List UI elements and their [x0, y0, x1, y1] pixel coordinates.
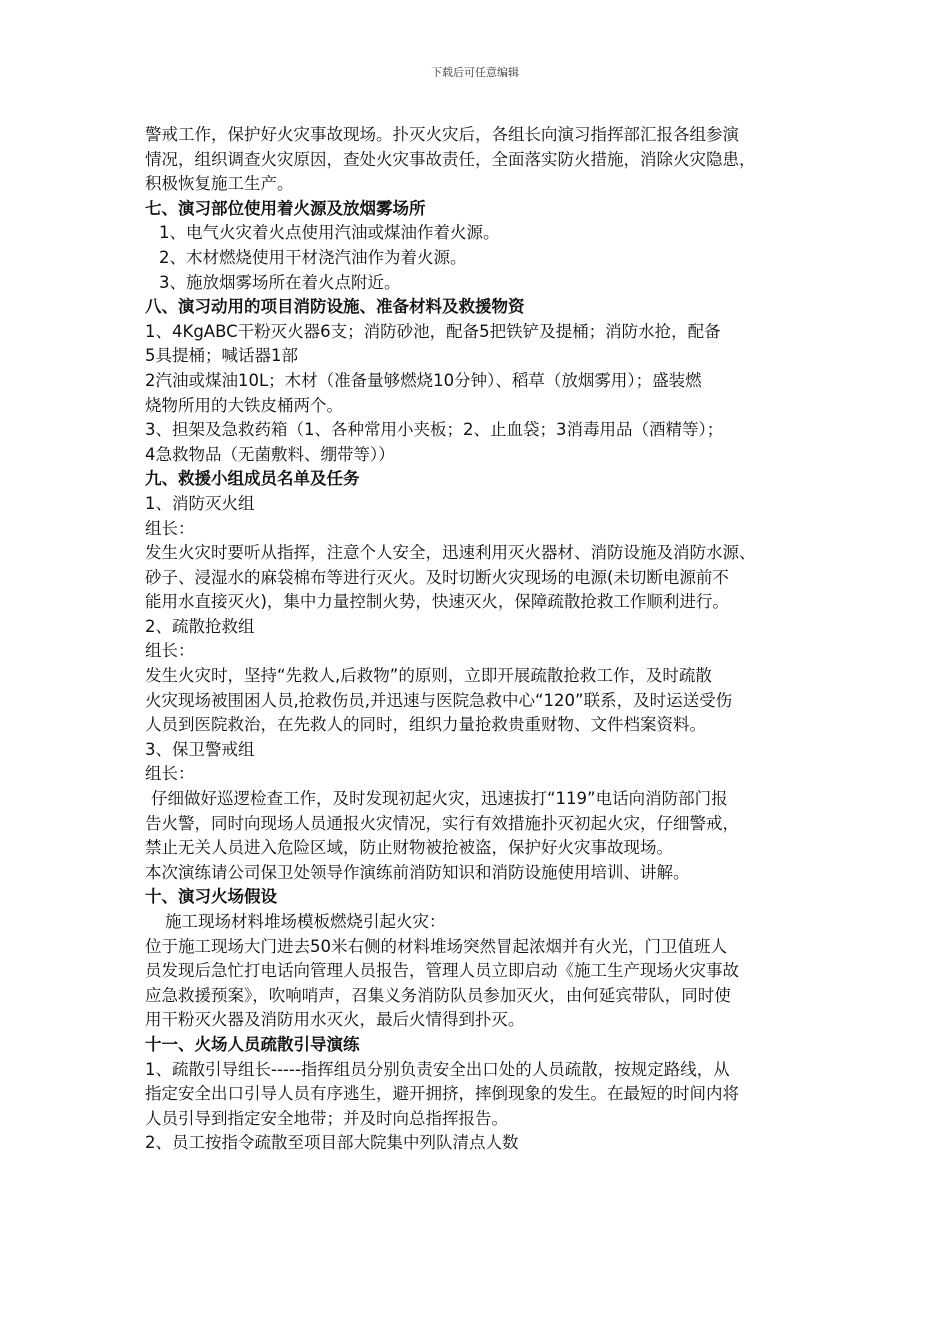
text-line: 应急救援预案》，吹响哨声，召集义务消防队员参加灭火，由何延宾带队，同时使	[145, 985, 731, 1005]
text-line: 火灾现场被围困人员,抢救伤员,并迅速与医院急救中心“120”联系，及时运送受伤	[145, 690, 733, 710]
text-line: 5具提桶；喊话器1部	[145, 346, 298, 366]
text-line: 2汽油或煤油10L；木材（准备量够燃烧10分钟）、稻草（放烟雾用）；盛装燃	[145, 370, 702, 390]
text-line: 情况，组织调查火灾原因，查处火灾事故责任，全面落实防火措施，消除火灾隐患，	[145, 149, 756, 169]
text-line: 警戒工作，保护好火灾事故现场。扑灭火灾后，各组长向演习指挥部汇报各组参演	[145, 125, 739, 144]
text-line: 1、疏散引导组长-----指挥组员分别负责安全出口处的人员疏散，按规定路线，从	[145, 1059, 730, 1079]
text-line: 1、4KgABC干粉灭火器6支；消防砂池，配备5把铁铲及提桶；消防水抢，配备	[145, 321, 721, 341]
text-line: 2、木材燃烧使用干材浇汽油作为着火源。	[159, 247, 467, 267]
text-line: 施工现场材料堆场模板燃烧引起火灾：	[165, 912, 446, 931]
text-line: 4急救物品（无菌敷料、绷带等））	[145, 444, 395, 464]
text-line: 组长：	[145, 518, 195, 538]
text-line: 积极恢复施工生产。	[145, 174, 294, 194]
section-heading: 九、救援小组成员名单及任务	[145, 469, 360, 489]
text-line: 人员引导到指定安全地带；并及时向总指挥报告。	[145, 1108, 508, 1128]
text-line: 用干粉灭火器及消防用水灭火，最后火情得到扑灭。	[145, 1010, 525, 1030]
text-line: 3、施放烟雾场所在着火点附近。	[159, 272, 401, 292]
text-line: 仔细做好巡逻检查工作，及时发现初起火灾，迅速拔打“119”电话向消防部门报	[151, 789, 728, 809]
section-heading: 十一、火场人员疏散引导演练	[145, 1034, 360, 1054]
text-line: 员发现后急忙打电话向管理人员报告，管理人员立即启动《施工生产现场火灾事故	[145, 961, 739, 981]
text-line: 组长：	[145, 764, 195, 784]
text-line: 2、员工按指令疏散至项目部大院集中列队清点人数	[145, 1133, 519, 1153]
text-line: 组长：	[145, 641, 195, 661]
text-line: 位于施工现场大门进去50米右侧的材料堆场突然冒起浓烟并有火光，门卫值班人	[145, 936, 727, 956]
text-line: 发生火灾时要听从指挥，注意个人安全，迅速利用灭火器材、消防设施及消防水源、	[145, 543, 756, 563]
text-line: 烧物所用的大铁皮桶两个。	[145, 395, 343, 415]
text-line: 指定安全出口引导人员有序逃生，避开拥挤，摔倒现象的发生。在最短的时间内将	[145, 1084, 739, 1104]
text-line: 3、担架及急救药箱（1、各种常用小夹板；2、止血袋；3消毒用品（酒精等）；	[145, 420, 724, 440]
page-header: 下载后可任意编辑	[431, 66, 519, 79]
text-line: 能用水直接灭火)，集中力量控制火势，快速灭火，保障疏散抢救工作顺利进行。	[145, 592, 729, 612]
text-line: 3、保卫警戒组	[145, 739, 255, 759]
section-heading: 七、演习部位使用着火源及放烟雾场所	[145, 198, 426, 218]
text-line: 人员到医院救治，在先救人的同时，组织力量抢救贵重财物、文件档案资料。	[145, 715, 706, 735]
text-line: 告火警，同时向现场人员通报火灾情况，实行有效措施扑灭初起火灾，仔细警戒，	[145, 813, 739, 833]
text-line: 本次演练请公司保卫处领导作演练前消防知识和消防设施使用培训、讲解。	[145, 862, 690, 882]
text-line: 2、疏散抢救组	[145, 616, 255, 636]
text-line: 1、电气火灾着火点使用汽油或煤油作着火源。	[159, 223, 500, 243]
section-heading: 十、演习火场假设	[145, 887, 277, 907]
section-heading: 八、演习动用的项目消防设施、准备材料及救援物资	[145, 297, 525, 317]
text-line: 1、消防灭火组	[145, 493, 255, 513]
text-line: 禁止无关人员进入危险区域，防止财物被抢被盗，保护好火灾事故现场。	[145, 838, 673, 858]
text-line: 发生火灾时，坚持“先救人,后救物”的原则，立即开展疏散抢救工作，及时疏散	[145, 666, 712, 686]
document-body	[145, 123, 817, 1156]
text-line: 砂子、浸湿水的麻袋棉布等进行灭火。及时切断火灾现场的电源(未切断电源前不	[145, 567, 729, 587]
